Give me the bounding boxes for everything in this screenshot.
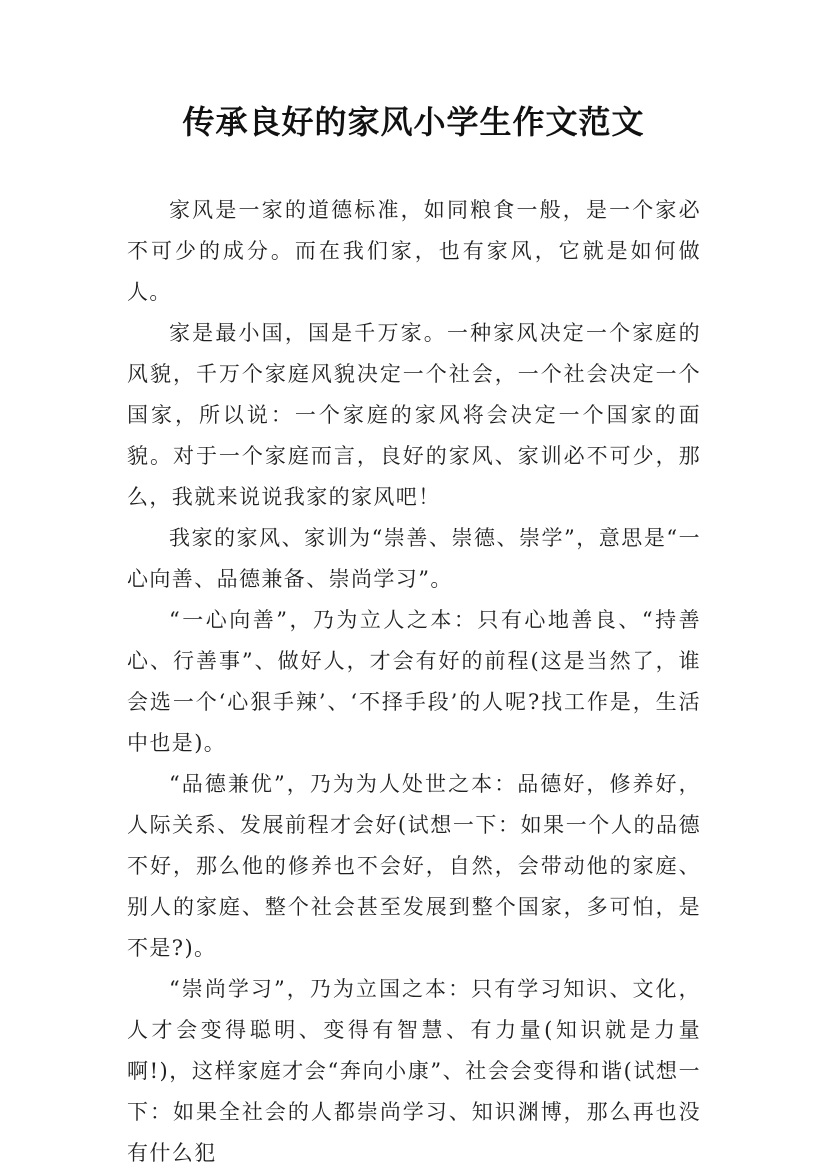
paragraph-3: 我家的家风、家训为“崇善、崇德、崇学”，意思是“一心向善、品德兼备、崇尚学习”。 xyxy=(127,526,701,591)
paragraph-1: 家风是一家的道德标准，如同粮食一般，是一个家必不可少的成分。而在我们家，也有家风，它就是如何做人。 xyxy=(127,198,701,304)
paragraph-2: 家是最小国，国是千万家。一种家风决定一个家庭的风貌，千万个家庭风貌决定一个社会，一个社会决定一个国家，所以说：一个家庭的家风将会决定一个国家的面貌。对于一个家庭而言，良好的家风、家训必不可少，那么，我就来说说我家的家风吧！ xyxy=(127,321,701,509)
document-title: 传承良好的家风小学生作文范文 xyxy=(182,103,645,141)
paragraph-4: “一心向善”，乃为立人之本：只有心地善良、“持善心、行善事”、做好人，才会有好的前程(这是当然了，谁会选一个‘心狠手辣’、‘不择手段’的人呢?找工作是，生活中也是)。 xyxy=(127,608,701,755)
paragraph-6: “崇尚学习”，乃为立国之本：只有学习知识、文化，人才会变得聪明、变得有智慧、有力量(知识就是力量啊!)，这样家庭才会“奔向小康”、社会会变得和谐(试想一下：如果全社会的人都崇尚学习、知识渊博，那么再也没有什么犯 xyxy=(127,977,701,1165)
paragraph-5: “品德兼优”，乃为为人处世之本：品德好，修养好，人际关系、发展前程才会好(试想一下：如果一个人的品德不好，那么他的修养也不会好，自然，会带动他的家庭、别人的家庭、整个社会甚至发展到整个国家，多可怕，是不是?)。 xyxy=(127,772,701,960)
document-body xyxy=(127,190,701,1174)
